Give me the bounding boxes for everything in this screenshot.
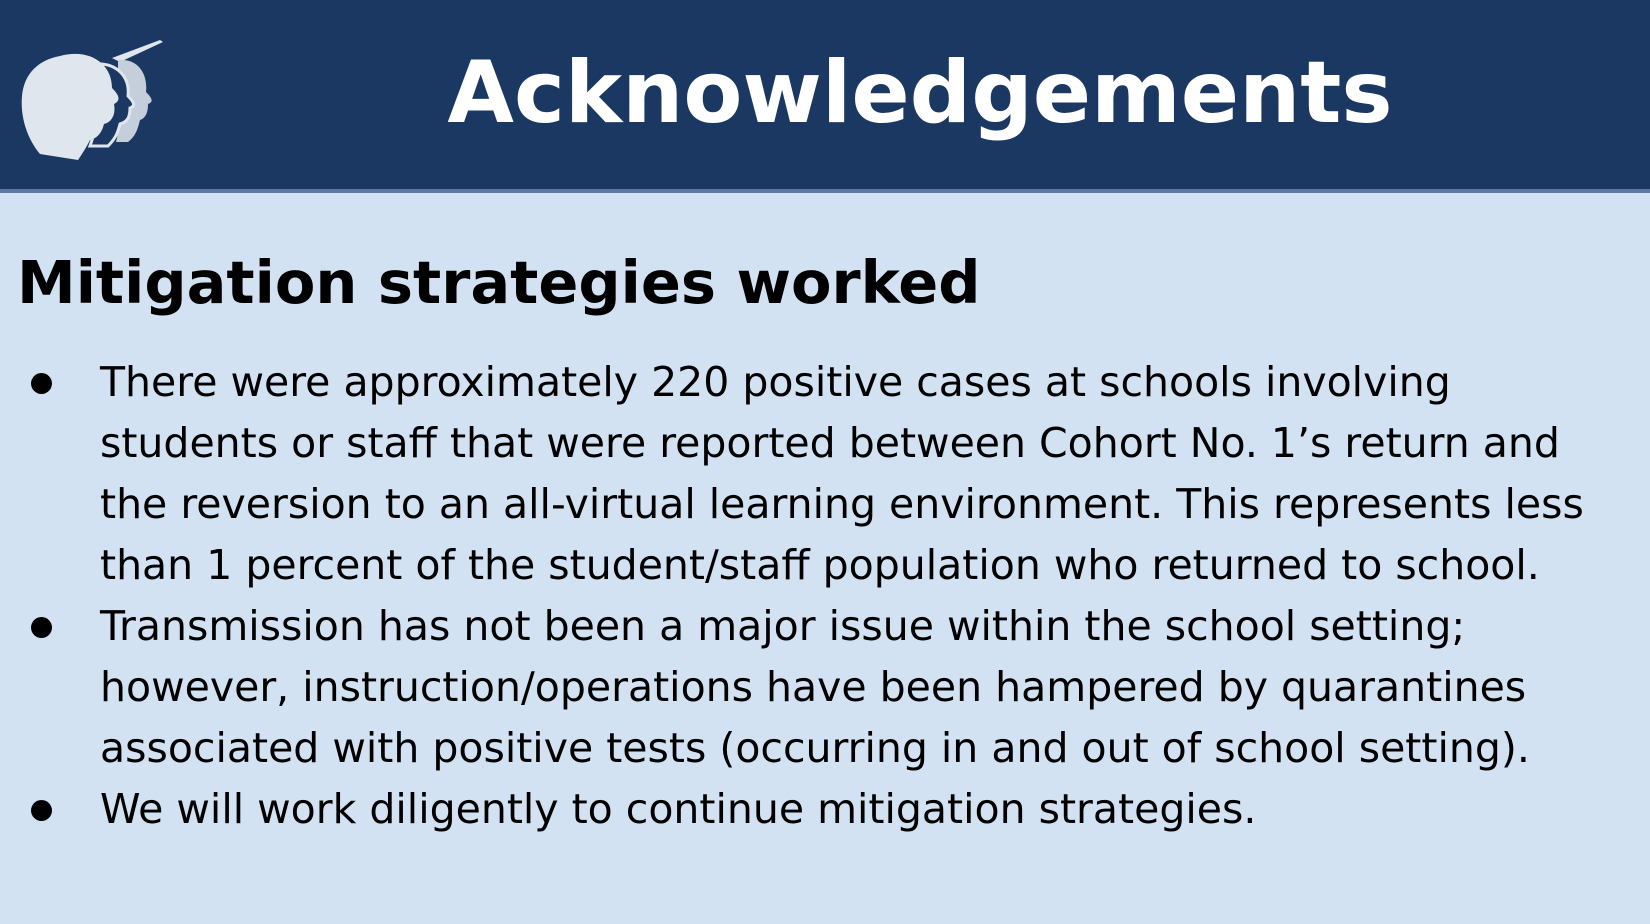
bullet-text: We will work diligently to continue mitigation strategies. <box>100 785 1257 833</box>
slide-header <box>0 0 1650 193</box>
list-item <box>0 779 1650 840</box>
bullet-icon <box>31 800 52 821</box>
bullet-text: Transmission has not been a major issue within the school setting; however, instruction/operations have been hampered by quarantines associated with positive tests (occurring in and out of school setting). <box>100 602 1530 772</box>
slide-title: Acknowledgements <box>447 43 1393 143</box>
list-item <box>0 596 1650 779</box>
bullet-icon <box>31 617 52 638</box>
list-item <box>0 352 1650 596</box>
section-heading: Mitigation strategies worked <box>17 248 981 317</box>
graduates-silhouette-icon <box>20 18 170 170</box>
bullet-text: There were approximately 220 positive cases at schools involving students or staff that were reported between Cohort No. 1’s return and the reversion to an all-virtual learning environment. This represents less than 1 percent of the student/staff population who returned to school. <box>100 358 1584 589</box>
bullet-icon <box>31 373 52 394</box>
bullet-list <box>0 352 1650 840</box>
